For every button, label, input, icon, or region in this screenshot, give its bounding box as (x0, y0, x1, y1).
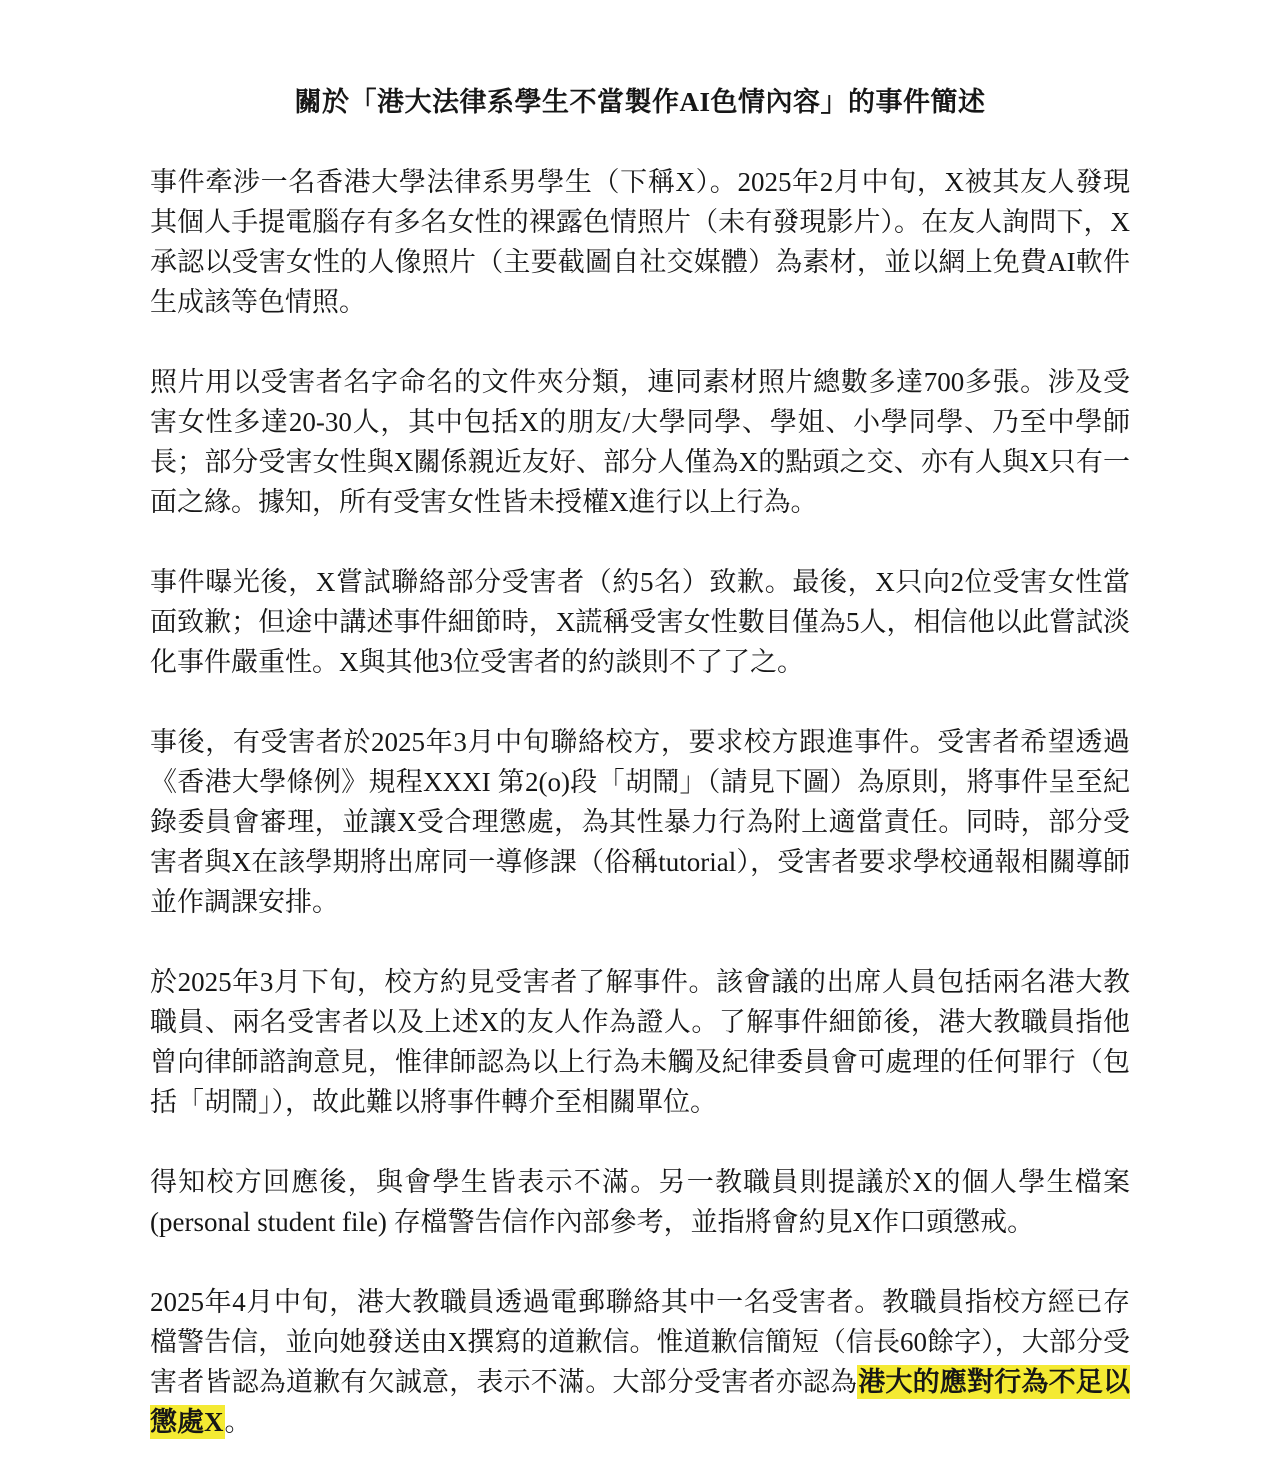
paragraph-final-response (150, 1282, 1130, 1442)
paragraph-student-file: 得知校方回應後，與會學生皆表示不滿。另一教職員則提議於X的個人學生檔案 (personal student file) 存檔警告信作內部參考，並指將會約見X作口頭懲戒。 (150, 1167, 1130, 1237)
final-paragraph-text: 2025年4月中旬，港大教職員透過電郵聯絡其中一名受害者。教職員指校方經已存檔警告信，並向她發送由X撰寫的道歉信。惟道歉信簡短（信長60餘字），大部分受害者皆認為道歉有欠誠意，表示不滿。大部分受害者亦認為 (150, 1287, 1130, 1397)
highlighted-conclusion-text: 港大的應對行為不足以懲處X (150, 1367, 1131, 1437)
document-title: 關於「港大法律系學生不當製作AI色情內容」的事件簡述 (294, 87, 986, 117)
final-paragraph-period: 。 (224, 1407, 252, 1437)
paragraph-photo-folders: 照片用以受害者名字命名的文件夾分類，連同素材照片總數多達700多張。涉及受害女性多達20-30人，其中包括X的朋友/大學同學、學姐、小學同學、乃至中學師長；部分受害女性與X關係親近友好、部分人僅為X的點頭之交、亦有人與X只有一面之緣。據知，所有受害女性皆未授權X進行以上行為。 (150, 367, 1130, 517)
paragraph-incident-discovery: 事件牽涉一名香港大學法律系男學生（下稱X）。2025年2月中旬，X被其友人發現其個人手提電腦存有多名女性的裸露色情照片（未有發現影片）。在友人詢問下，X承認以受害女性的人像照片（主要截圖自社交媒體）為素材，並以網上免費AI軟件生成該等色情照。 (150, 167, 1130, 317)
paragraph-march-meeting: 於2025年3月下旬，校方約見受害者了解事件。該會議的出席人員包括兩名港大教職員、兩名受害者以及上述X的友人作為證人。了解事件細節後，港大教職員指他曾向律師諮詢意見，惟律師認為以上行為未觸及紀律委員會可處理的任何罪行（包括「胡鬧」），故此難以將事件轉介至相關單位。 (150, 967, 1130, 1117)
paragraph-apology-attempts: 事件曝光後，X嘗試聯絡部分受害者（約5名）致歉。最後，X只向2位受害女性當面致歉；但途中講述事件細節時，X謊稱受害女性數目僅為5人，相信他以此嘗試淡化事件嚴重性。X與其他3位受害者的約談則不了了之。 (150, 567, 1130, 677)
paragraph-school-contact: 事後，有受害者於2025年3月中旬聯絡校方，要求校方跟進事件。受害者希望透過《香港大學條例》規程XXXI 第2(o)段「胡鬧」（請見下圖）為原則，將事件呈至紀錄委員會審理，並讓X受合理懲處，為其性暴力行為附上適當責任。同時，部分受害者與X在該學期將出席同一導修課（俗稱tutorial），受害者要求學校通報相關導師並作調課安排。 (150, 727, 1130, 917)
